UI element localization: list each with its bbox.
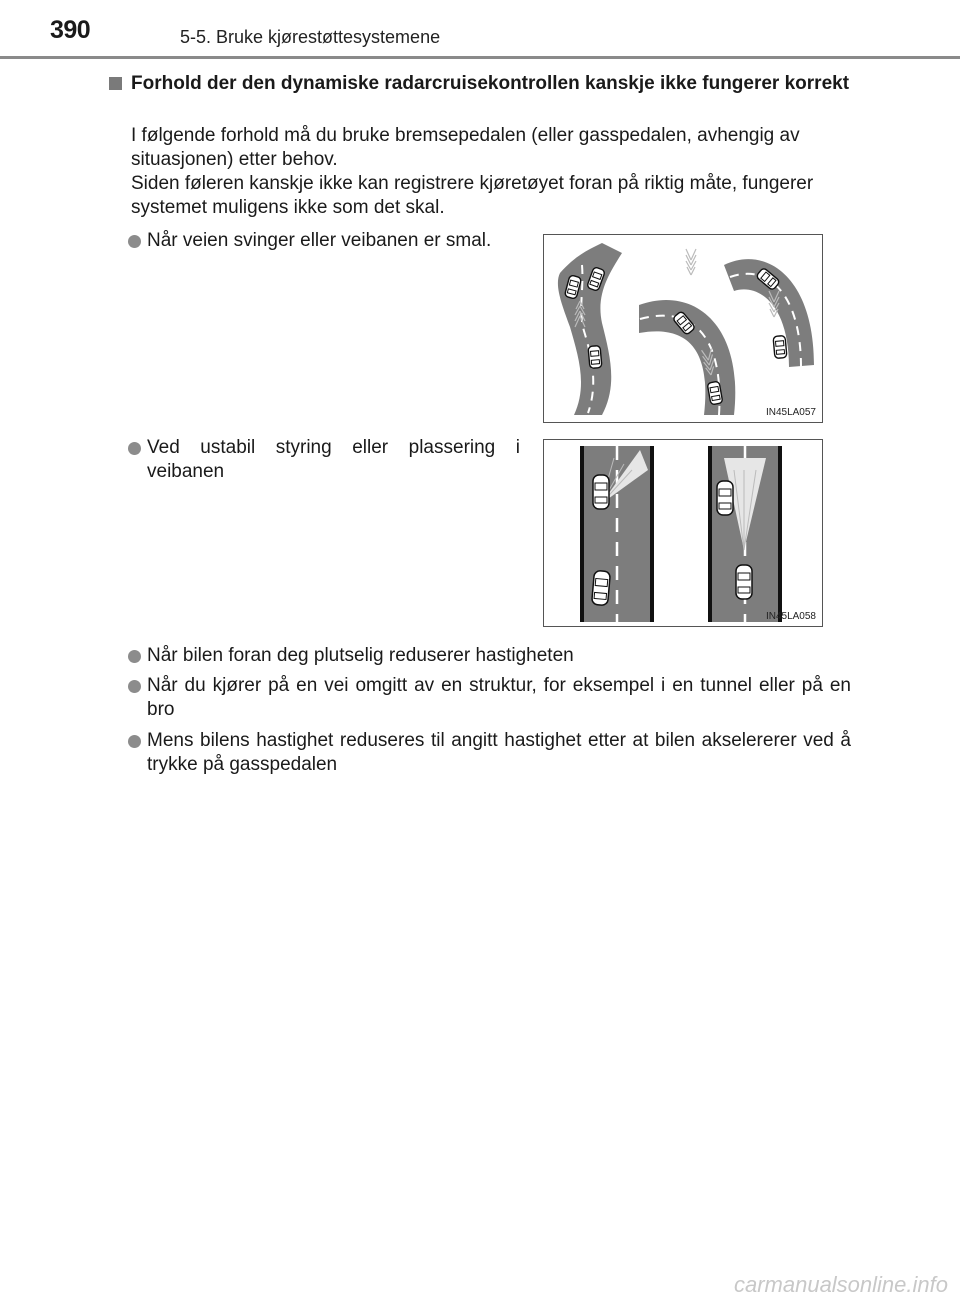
figure-code: IN45LA057 — [765, 407, 816, 418]
bullet-dot-icon — [128, 650, 141, 663]
section-title: 5-5. Bruke kjørestøttesystemene — [180, 27, 441, 47]
figure-curved-roads — [543, 234, 823, 423]
intro-paragraph-1: I følgende forhold må du bruke bremsepedalen (eller gasspedalen, avhengig av situasjonen) etter behov. — [131, 125, 800, 170]
header-rule — [0, 56, 960, 59]
lane-position-illustration — [544, 440, 822, 626]
list-item — [128, 229, 520, 253]
list-item — [128, 436, 520, 484]
section-heading — [109, 72, 851, 96]
square-bullet-icon — [109, 77, 122, 90]
list-item-text: Når veien svinger eller veibanen er smal. — [147, 230, 492, 251]
bullet-dot-icon — [128, 442, 141, 455]
watermark: carmanualsonline.info — [733, 1272, 948, 1297]
bullet-dot-icon — [128, 680, 141, 693]
curved-roads-illustration — [544, 235, 822, 422]
page-number: 390 — [50, 16, 91, 44]
bullet-dot-icon — [128, 235, 141, 248]
list-item — [128, 644, 851, 668]
intro-text — [131, 124, 851, 220]
list-item-text: Når du kjører på en vei omgitt av en struktur, for eksempel i en tunnel eller på en bro — [147, 675, 851, 720]
list-item — [128, 729, 851, 777]
list-item-text: Når bilen foran deg plutselig reduserer hastigheten — [147, 645, 574, 666]
figure-code: IN45LA058 — [765, 611, 816, 622]
list-item-text: Mens bilens hastighet reduseres til angitt hastighet etter at bilen akselererer ved å trykke på gasspedalen — [147, 730, 851, 775]
intro-paragraph-2: Siden føleren kanskje ikke kan registrere kjøretøyet foran på riktig måte, fungerer systemet muligens ikke som det skal. — [131, 173, 814, 218]
heading-text: Forhold der den dynamiske radarcruisekontrollen kanskje ikke fungerer korrekt — [131, 73, 850, 94]
list-item — [128, 674, 851, 722]
bullet-dot-icon — [128, 735, 141, 748]
figure-lane-position — [543, 439, 823, 627]
list-item-text: Ved ustabil styring eller plassering i veibanen — [147, 437, 520, 482]
